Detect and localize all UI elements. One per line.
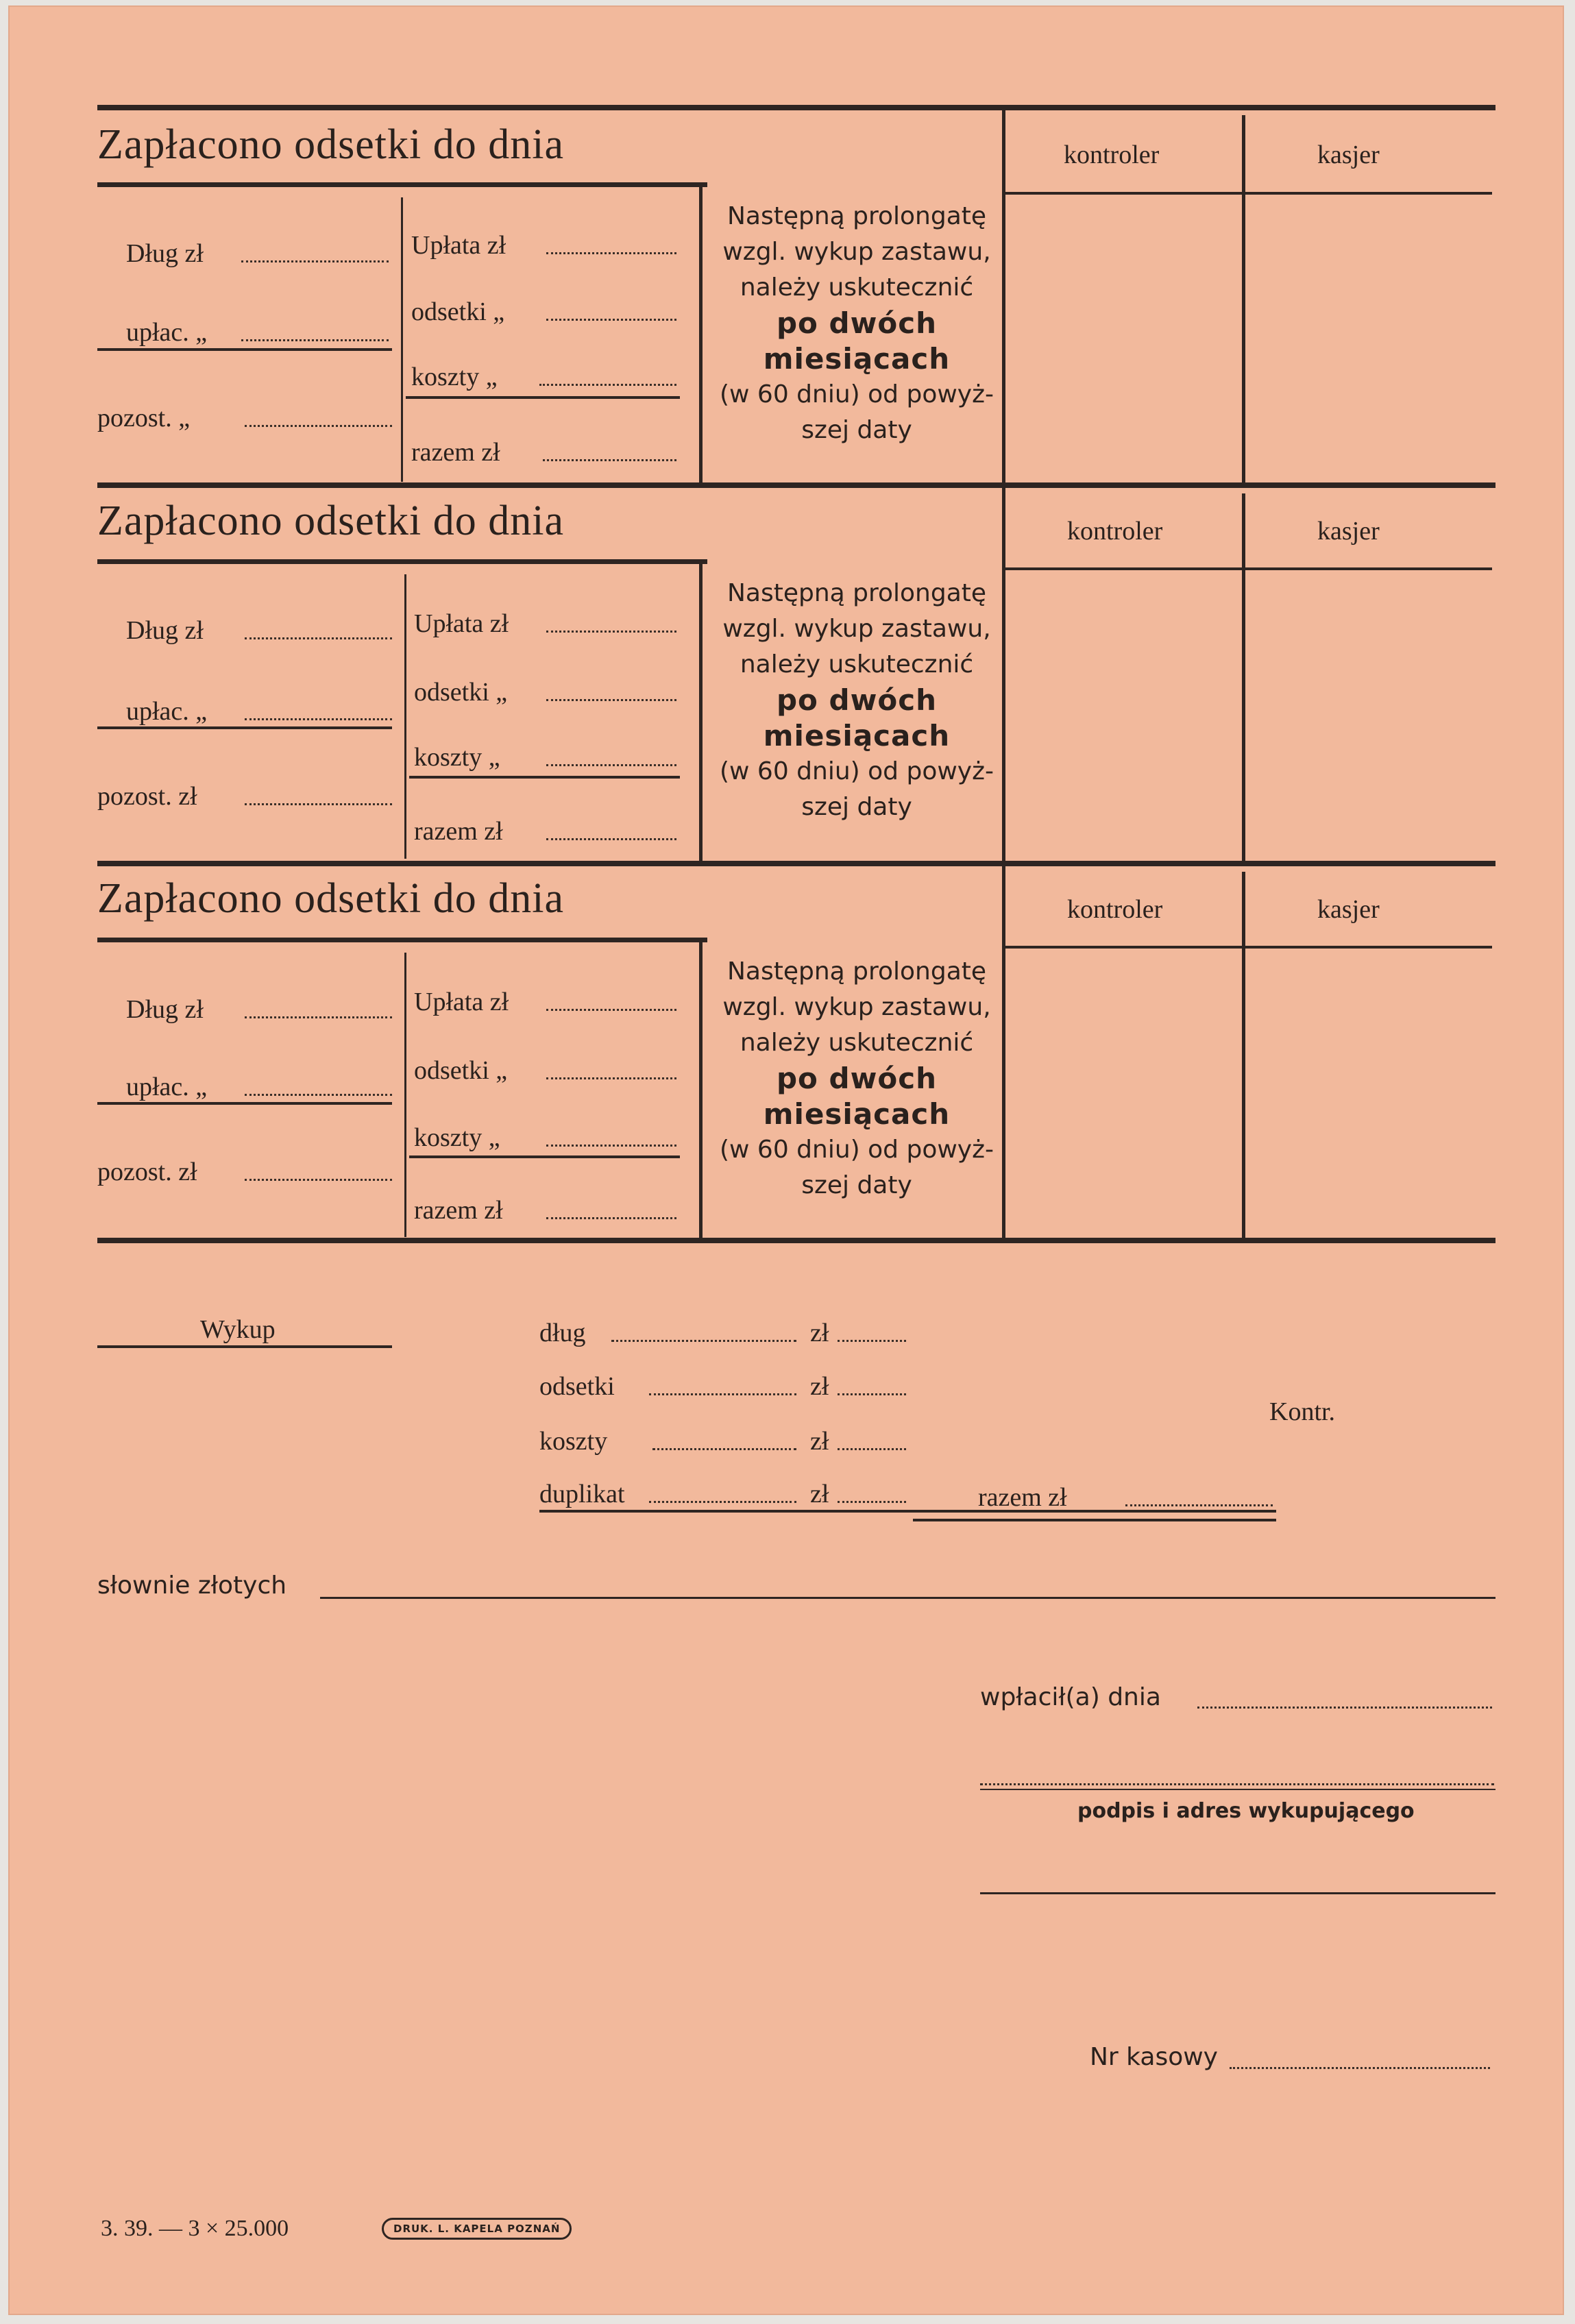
kasjer-header: kasjer <box>1317 517 1380 546</box>
zl-label: zł <box>810 1427 829 1456</box>
razem-label: razem zł <box>414 817 503 846</box>
odsetki-field[interactable] <box>546 319 676 321</box>
dlug-field[interactable] <box>241 260 389 262</box>
zl-label: zł <box>810 1480 829 1508</box>
uplata-field[interactable] <box>546 631 676 633</box>
print-code: 3. 39. — 3 × 25.000 <box>101 2216 289 2241</box>
dlug-field[interactable] <box>245 637 392 639</box>
zl-label: zł <box>810 1372 829 1401</box>
koszty-field[interactable] <box>539 384 676 386</box>
uplac-field[interactable] <box>241 339 389 341</box>
odsetki-field[interactable] <box>546 699 676 701</box>
pozost-label: pozost. zł <box>97 782 197 811</box>
podpis-caption: podpis i adres wykupującego <box>1077 1799 1415 1823</box>
form-sheet <box>8 5 1564 2315</box>
uplac-label: upłac. „ <box>126 697 208 726</box>
printer-stamp: DRUK. L. KAPELA POZNAŃ <box>382 2218 572 2240</box>
pozost-field[interactable] <box>245 425 392 427</box>
uplata-field[interactable] <box>546 252 676 254</box>
address-field[interactable] <box>980 1892 1495 1894</box>
razem-label: razem zł <box>414 1196 503 1225</box>
wykup-koszty-label: koszty <box>539 1427 608 1456</box>
wykup-title: Wykup <box>200 1315 276 1344</box>
wykup-dlug-field[interactable] <box>611 1340 796 1342</box>
kontr-label: Kontr. <box>1269 1397 1336 1426</box>
nr-kasowy-field[interactable] <box>1230 2067 1490 2069</box>
kasjer-header: kasjer <box>1317 140 1380 169</box>
razem-field[interactable] <box>543 459 676 461</box>
uplac-label: upłac. „ <box>126 1073 208 1101</box>
zl-label: zł <box>810 1319 829 1347</box>
dlug-field[interactable] <box>245 1016 392 1018</box>
koszty-field[interactable] <box>546 1145 676 1147</box>
kontroler-header: kontroler <box>1067 517 1163 546</box>
prolongation-notice: Następną prolongatę wzgl. wykup zastawu, należy uskutecznić po dwóch miesiącach (w 60 dniu) od powyż- szej daty <box>720 202 994 444</box>
uplac-field[interactable] <box>245 718 392 720</box>
wykup-dlug-zl-field[interactable] <box>838 1340 906 1342</box>
kontroler-header: kontroler <box>1067 895 1163 924</box>
razem-label: razem zł <box>411 438 500 467</box>
odsetki-label: odsetki „ <box>414 678 508 707</box>
section-title: Zapłacono odsetki do dnia <box>97 875 564 922</box>
wykup-duplikat-zl-field[interactable] <box>838 1501 906 1503</box>
wykup-odsetki-label: odsetki <box>539 1372 615 1401</box>
uplata-label: Upłata zł <box>414 609 509 638</box>
odsetki-label: odsetki „ <box>414 1056 508 1085</box>
wplacil-field[interactable] <box>1197 1707 1492 1709</box>
nr-kasowy-label: Nr kasowy <box>1090 2043 1218 2071</box>
pozost-field[interactable] <box>245 803 392 805</box>
pozost-label: pozost. „ <box>97 404 191 432</box>
prolongation-notice: Następną prolongatę wzgl. wykup zastawu, należy uskutecznić po dwóch miesiącach (w 60 dniu) od powyż- szej daty <box>720 957 994 1199</box>
prolongation-notice: Następną prolongatę wzgl. wykup zastawu, należy uskutecznić po dwóch miesiącach (w 60 dniu) od powyż- szej daty <box>720 579 994 821</box>
odsetki-field[interactable] <box>546 1077 676 1079</box>
wykup-razem-label: razem zł <box>978 1483 1067 1512</box>
razem-field[interactable] <box>546 838 676 840</box>
dlug-label: Dług zł <box>126 616 204 645</box>
odsetki-label: odsetki „ <box>411 297 505 326</box>
wykup-odsetki-field[interactable] <box>649 1393 796 1395</box>
uplata-label: Upłata zł <box>411 231 506 260</box>
koszty-label: koszty „ <box>411 363 498 391</box>
uplac-label: upłac. „ <box>126 318 208 347</box>
section-title: Zapłacono odsetki do dnia <box>97 121 564 168</box>
wykup-koszty-field[interactable] <box>652 1448 796 1450</box>
wplacil-label: wpłacił(a) dnia <box>980 1683 1161 1711</box>
wykup-razem-field[interactable] <box>1125 1504 1273 1506</box>
kasjer-header: kasjer <box>1317 895 1380 924</box>
wykup-dlug-label: dług <box>539 1319 586 1347</box>
dlug-label: Dług zł <box>126 239 204 268</box>
razem-field[interactable] <box>546 1217 676 1219</box>
uplac-field[interactable] <box>245 1094 392 1096</box>
kontroler-header: kontroler <box>1064 140 1160 169</box>
wykup-duplikat-field[interactable] <box>649 1501 796 1503</box>
koszty-label: koszty „ <box>414 1123 500 1152</box>
wykup-odsetki-zl-field[interactable] <box>838 1393 906 1395</box>
dlug-label: Dług zł <box>126 995 204 1024</box>
signature-field[interactable] <box>980 1783 1494 1785</box>
koszty-label: koszty „ <box>414 743 500 772</box>
pozost-field[interactable] <box>245 1179 392 1181</box>
wykup-koszty-zl-field[interactable] <box>838 1448 906 1450</box>
slownie-field[interactable] <box>320 1597 1495 1599</box>
uplata-field[interactable] <box>546 1009 676 1011</box>
wykup-duplikat-label: duplikat <box>539 1480 625 1508</box>
slownie-label: słownie złotych <box>97 1571 287 1600</box>
pozost-label: pozost. zł <box>97 1158 197 1186</box>
koszty-field[interactable] <box>546 764 676 766</box>
uplata-label: Upłata zł <box>414 988 509 1016</box>
section-title: Zapłacono odsetki do dnia <box>97 498 564 544</box>
